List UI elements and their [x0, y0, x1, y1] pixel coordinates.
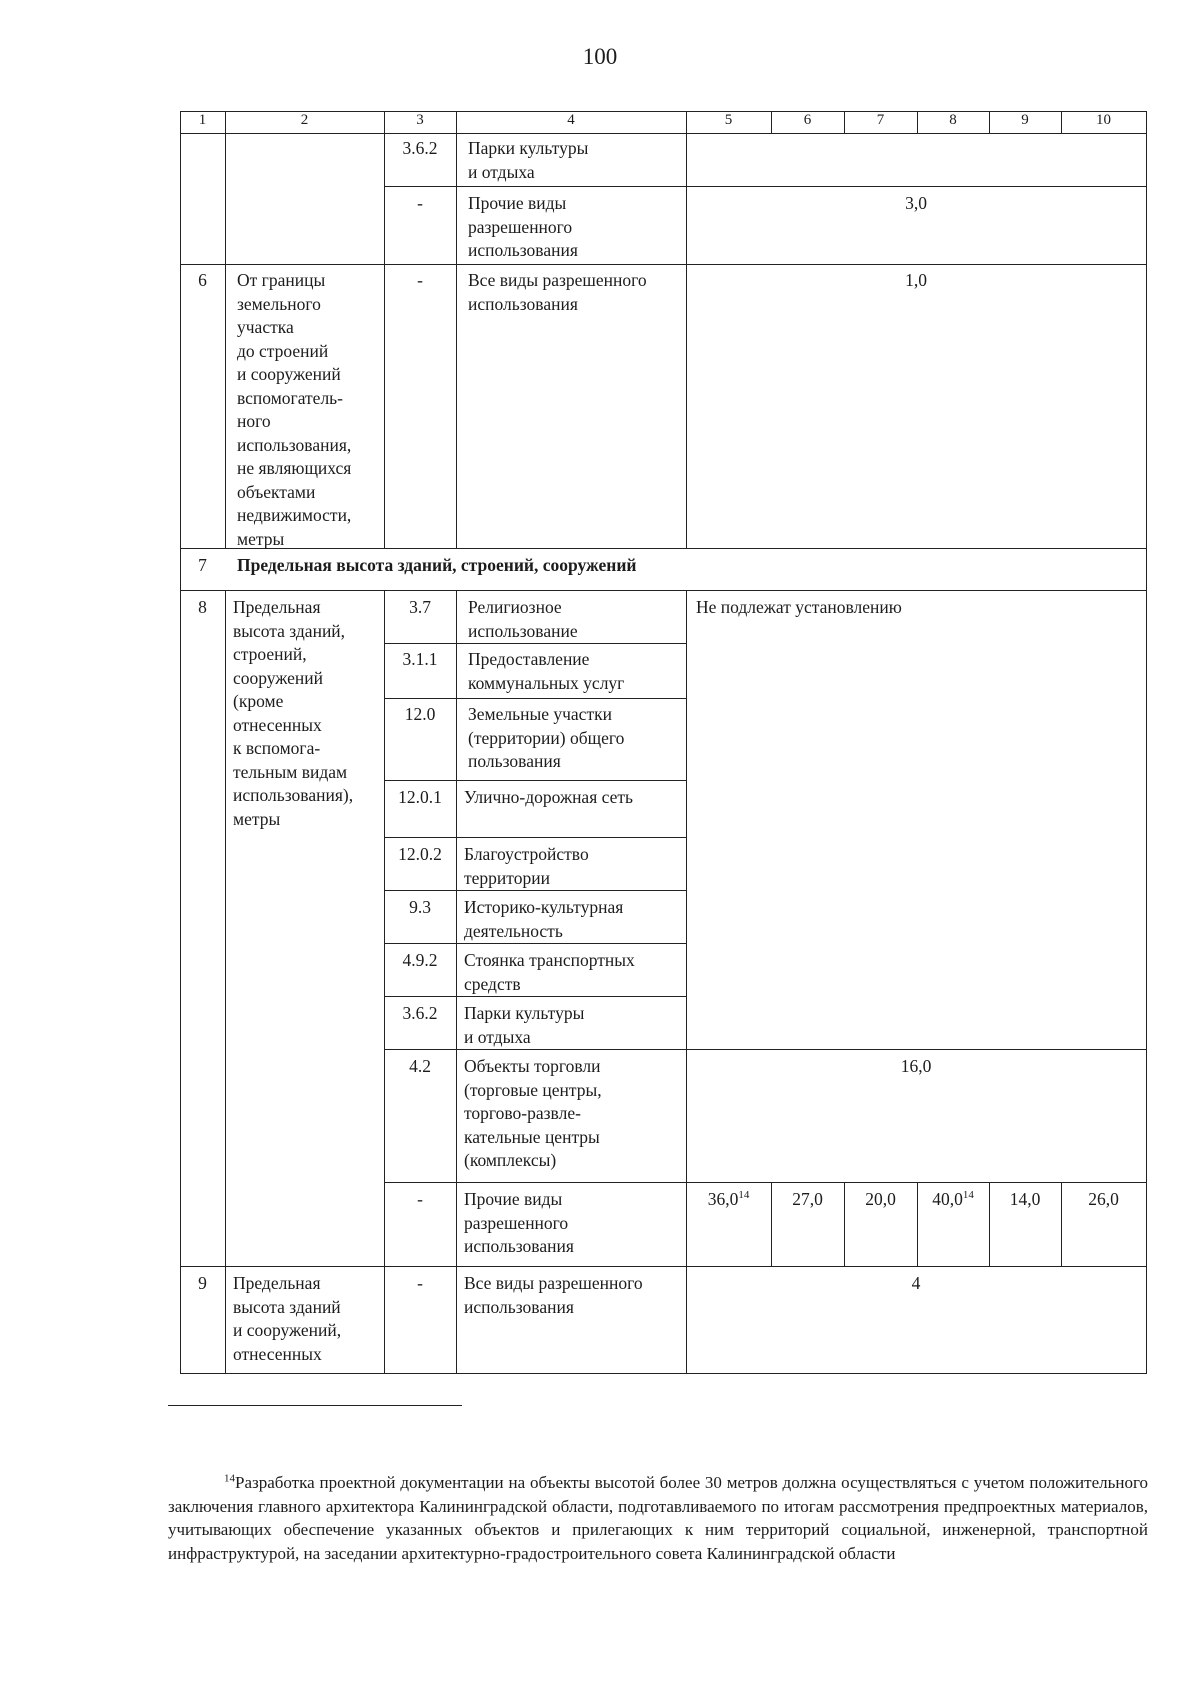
cell-code: 4.9.2 — [402, 950, 438, 970]
cell-use: Все виды разрешенного использования — [464, 1273, 643, 1317]
cell-use: Парки культуры и отдыха — [464, 1003, 585, 1047]
cell-code: 3.7 — [409, 597, 431, 617]
header-col-3: 3 — [416, 112, 424, 128]
row-number: 9 — [198, 1273, 207, 1293]
cell-use: Земельные участки (территории) общего пользования — [468, 704, 625, 771]
cell-use: Благоустройство территории — [464, 844, 589, 888]
cell-code: 12.0.2 — [398, 844, 442, 864]
cell-code: 9.3 — [409, 897, 431, 917]
value-zone-4: 40,0$^{14}$ — [932, 1189, 974, 1209]
cell-code: 3.6.2 — [402, 138, 438, 158]
header-col-4: 4 — [567, 112, 575, 128]
cell-use: Прочие виды разрешенного использования — [464, 1189, 574, 1256]
cell-use: Улично-дорожная сеть — [464, 787, 634, 807]
header-col-7: 7 — [876, 112, 885, 128]
section-title: Предельная высота зданий, строений, сооружений — [237, 555, 637, 575]
row-number: 7 — [198, 555, 207, 575]
footnote-ref: 14 — [738, 1189, 750, 1202]
value-zone-2: 27,0 — [792, 1189, 823, 1209]
value-zone-5: 14,0 — [1009, 1189, 1041, 1209]
footnote-mark: 14 — [224, 1472, 235, 1485]
page-number: 100 — [582, 44, 618, 69]
row-number: 8 — [198, 597, 207, 617]
cell-use: Религиозное использование — [468, 597, 578, 641]
header-col-8: 8 — [949, 112, 957, 128]
cell-value: 4 — [911, 1273, 921, 1293]
header-col-1: 1 — [198, 112, 207, 128]
value-zone-3: 20,0 — [865, 1189, 896, 1209]
cell-use: Объекты торговли (торговые центры, торгово-развле- кательные центры (комплексы) — [464, 1056, 602, 1170]
header-col-6: 6 — [803, 112, 812, 128]
value-zone-6: 26,0 — [1088, 1189, 1119, 1209]
footnote-text: Разработка проектной документации на объекты высотой более 30 метров должна осуществляться с учетом положительного заключения главного архитектора Калининградской области, подготавливаемого по итогам рассмотрения предпроектных материалов, учитывающих обеспечение указанных объектов и прилегающих к ним территорий социальной, инженерной, транспортной инфраструктурой, на заседании архитектурно-градостроительного совета Калининградской области — [168, 1473, 1148, 1563]
cell-use: Все виды разрешенного использования — [468, 270, 647, 314]
cell-code: - — [417, 1189, 423, 1209]
not-set-value: Не подлежат установлению — [696, 597, 902, 617]
header-col-9: 9 — [1021, 112, 1029, 128]
cell-value: 1,0 — [905, 270, 927, 290]
footnote-ref: 14 — [962, 1189, 974, 1202]
cell-use: Предоставление коммунальных услуг — [468, 649, 625, 693]
row-name: Предельная высота зданий и сооружений, отнесенных — [233, 1273, 342, 1364]
row-name: От границы земельного участка до строений и сооружений вспомогатель- ного использования, не являющихся объектами недвижимости, метры — [237, 270, 352, 549]
cell-code: - — [417, 193, 423, 213]
cell-use: Прочие виды разрешенного использования — [468, 193, 578, 260]
cell-value: 3,0 — [905, 193, 927, 213]
cell-code: 12.0.1 — [398, 787, 442, 807]
cell-code: - — [417, 270, 423, 290]
header-col-5: 5 — [724, 112, 733, 128]
cell-code: 3.6.2 — [402, 1003, 438, 1023]
cell-use: Историко-культурная деятельность — [464, 897, 624, 941]
cell-use: Стоянка транспортных средств — [464, 950, 635, 994]
cell-code: 3.1.1 — [402, 649, 438, 669]
header-col-10: 10 — [1096, 112, 1111, 128]
row-name: Предельная высота зданий, строений, сооружений (кроме отнесенных к вспомога- тельным видам использования), метры — [233, 597, 354, 829]
row-number: 6 — [198, 270, 207, 290]
cell-code: - — [417, 1273, 423, 1293]
footnote-separator — [168, 1405, 462, 1406]
cell-use: Парки культуры и отдыха — [468, 138, 589, 182]
cell-code: 4.2 — [409, 1056, 431, 1076]
footnote — [168, 1471, 1148, 1565]
header-col-2: 2 — [300, 112, 309, 128]
trade-height-value: 16,0 — [900, 1056, 932, 1076]
value-zone-1: 36,0$^{14}$ — [707, 1189, 750, 1209]
cell-code: 12.0 — [404, 704, 436, 724]
